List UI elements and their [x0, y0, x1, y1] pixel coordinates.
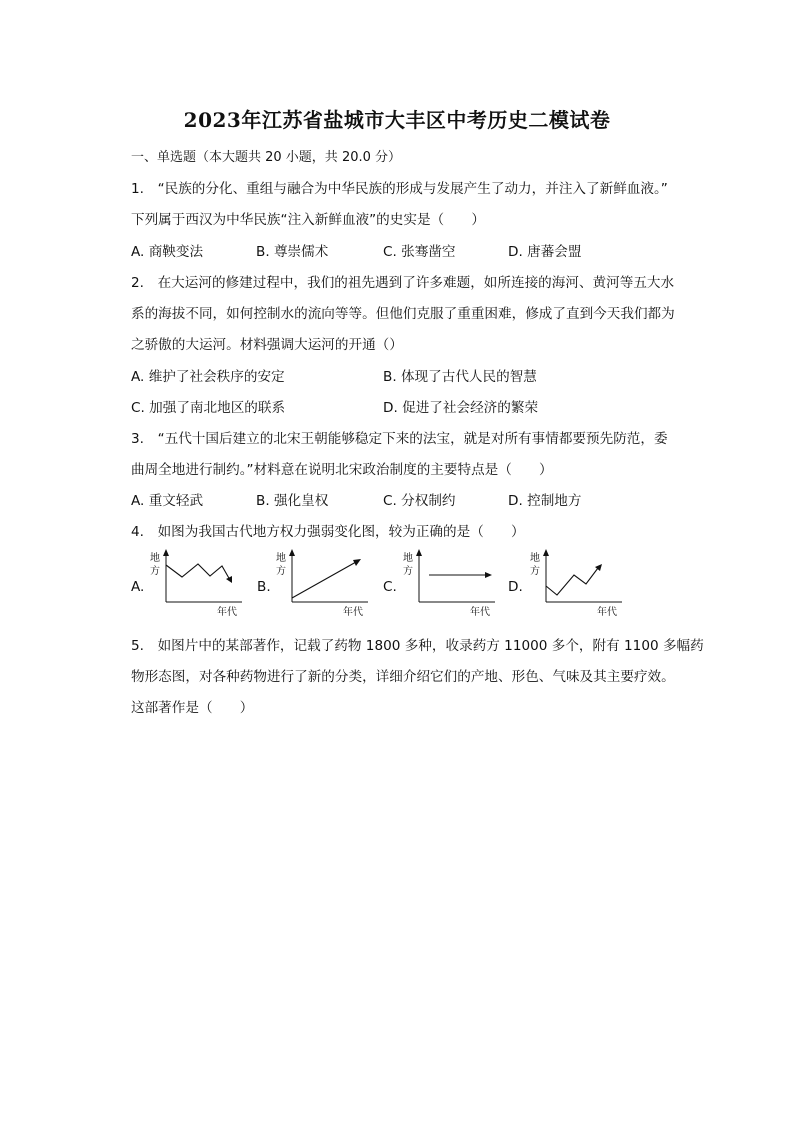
q4-line-1: 4. 如图为我国古代地方权力强弱变化图，较为正确的是（ ）: [131, 524, 525, 540]
graph-c-ylabel-1: 地: [403, 553, 413, 564]
q1-option-c: C. 张骞凿空: [383, 244, 456, 260]
graph-c-label: C.: [383, 579, 397, 595]
q2-option-d: D. 促进了社会经济的繁荣: [383, 400, 539, 416]
graph-d-label: D.: [508, 579, 523, 595]
q3-option-d: D. 控制地方: [508, 493, 582, 509]
q2-line-1: 2. 在大运河的修建过程中，我们的祖先遇到了许多难题，如所连接的海河、黄河等五大水: [131, 275, 675, 291]
graph-a: [146, 548, 246, 620]
page-title: 2023年江苏省盐城市大丰区中考历史二模试卷: [183, 108, 611, 132]
q2-option-c: C. 加强了南北地区的联系: [131, 400, 286, 416]
graph-a-y-arrow: [163, 549, 169, 556]
graph-b-y-arrow: [289, 549, 295, 556]
q1-line-2: 下列属于西汉为中华民族“注入新鲜血液”的史实是（ ）: [131, 212, 485, 228]
graph-b-trend-line: [292, 562, 356, 598]
graph-c-y-arrow: [416, 549, 422, 556]
q1-option-d: D. 唐蕃会盟: [508, 244, 582, 260]
graph-a-trend-arrow: [226, 576, 232, 583]
graph-d-y-arrow: [543, 549, 549, 556]
graph-c-trend-arrow: [485, 572, 492, 578]
graph-a-xlabel: 年代: [217, 607, 237, 618]
q2-option-a: A. 维护了社会秩序的安定: [131, 369, 285, 385]
graph-d-trend-line: [546, 568, 598, 595]
q1-option-b: B. 尊崇儒术: [256, 244, 329, 260]
graph-c: [399, 548, 499, 620]
graph-b-label: B.: [257, 579, 271, 595]
graph-a-ylabel-2: 方: [150, 566, 160, 577]
graph-d-ylabel-2: 方: [530, 566, 540, 577]
q2-line-2: 系的海拔不同，如何控制水的流向等等。但他们克服了重重困难，修成了直到今天我们都为: [131, 306, 675, 322]
graph-b: [272, 548, 372, 620]
graph-b-xlabel: 年代: [343, 607, 363, 618]
section-heading: 一、单选题（本大题共 20 小题，共 20.0 分）: [131, 150, 402, 165]
graph-a-label: A.: [131, 579, 145, 595]
q1-option-a: A. 商鞅变法: [131, 244, 204, 260]
q5-line-1: 5. 如图片中的某部著作，记载了药物 1800 多种，收录药方 11000 多个，附有 1100 多幅药: [131, 638, 704, 654]
graph-a-ylabel-1: 地: [150, 553, 160, 564]
graph-d-ylabel-1: 地: [530, 553, 540, 564]
q3-option-b: B. 强化皇权: [256, 493, 329, 509]
q3-option-a: A. 重文轻武: [131, 493, 204, 509]
q2-option-b: B. 体现了古代人民的智慧: [383, 369, 537, 385]
graph-b-ylabel-1: 地: [276, 553, 286, 564]
graph-b-ylabel-2: 方: [276, 566, 286, 577]
q5-line-2: 物形态图，对各种药物进行了新的分类，详细介绍它们的产地、形色、气味及其主要疗效。: [131, 669, 675, 685]
graph-c-ylabel-2: 方: [403, 566, 413, 577]
graph-d-xlabel: 年代: [597, 607, 617, 618]
q1-line-1: 1. “民族的分化、重组与融合为中华民族的形成与发展产生了动力，并注入了新鲜血液。”: [131, 181, 668, 197]
q3-line-1: 3. “五代十国后建立的北宋王朝能够稳定下来的法宝，就是对所有事情都要预先防范，委: [131, 431, 668, 447]
graph-a-trend-line: [166, 564, 230, 580]
graph-c-xlabel: 年代: [470, 607, 490, 618]
q5-line-3: 这部著作是（ ）: [131, 700, 254, 716]
graph-d: [526, 548, 626, 620]
q2-line-3: 之骄傲的大运河。材料强调大运河的开通（）: [131, 337, 403, 353]
q3-line-2: 曲周全地进行制约。”材料意在说明北宋政治制度的主要特点是（ ）: [131, 462, 553, 478]
q3-option-c: C. 分权制约: [383, 493, 456, 509]
